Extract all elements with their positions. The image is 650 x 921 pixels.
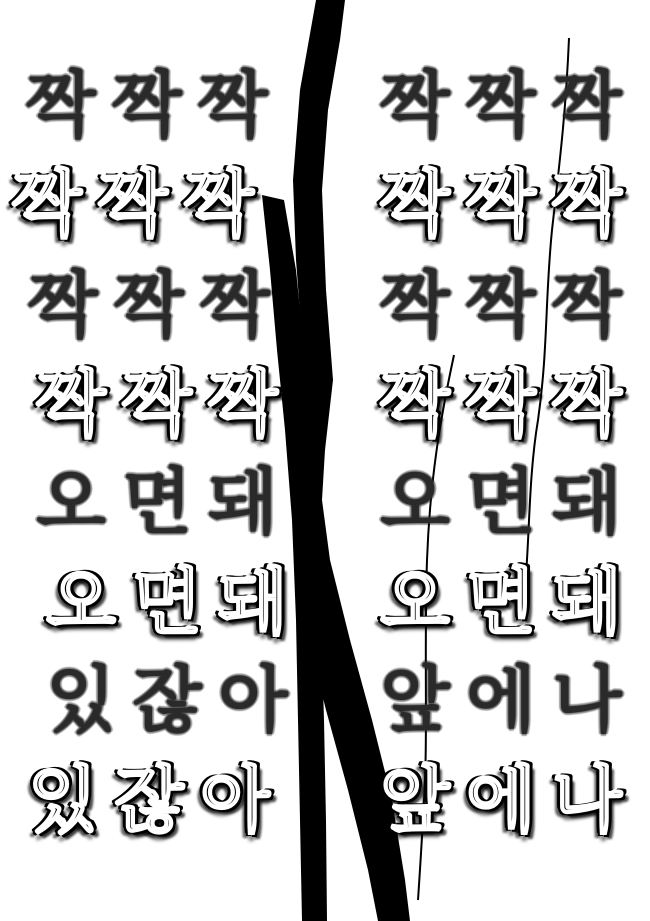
right-line-5 bbox=[372, 454, 630, 550]
glyph: 에 bbox=[466, 758, 536, 842]
right-line-4 bbox=[372, 356, 630, 452]
right-line-3 bbox=[372, 257, 630, 353]
glyph: 짝 bbox=[198, 63, 268, 147]
glyph: 짝 bbox=[380, 162, 450, 246]
glyph: 짝 bbox=[466, 263, 536, 347]
left-line-2 bbox=[4, 156, 262, 252]
glyph: 짝 bbox=[26, 63, 96, 147]
glyph: 있 bbox=[28, 758, 98, 842]
glyph: 오 bbox=[380, 460, 450, 544]
glyph: 돼 bbox=[218, 560, 288, 644]
glyph: 짝 bbox=[200, 263, 270, 347]
right-line-2 bbox=[372, 156, 630, 252]
glyph: 짝 bbox=[208, 362, 278, 446]
glyph: 짝 bbox=[552, 63, 622, 147]
glyph: 나 bbox=[552, 758, 622, 842]
glyph: 짝 bbox=[28, 263, 98, 347]
glyph: 짝 bbox=[380, 362, 450, 446]
left-line-7 bbox=[38, 652, 296, 748]
right-line-7 bbox=[372, 652, 630, 748]
glyph: 짝 bbox=[122, 362, 192, 446]
glyph: 면 bbox=[466, 460, 536, 544]
right-line-1 bbox=[372, 57, 630, 153]
right-line-6 bbox=[372, 554, 630, 650]
glyph: 앞 bbox=[380, 758, 450, 842]
glyph: 돼 bbox=[552, 460, 622, 544]
glyph: 있 bbox=[46, 658, 116, 742]
glyph: 오 bbox=[380, 560, 450, 644]
left-line-8 bbox=[20, 752, 278, 848]
glyph: 짝 bbox=[552, 162, 622, 246]
glyph: 돼 bbox=[208, 460, 278, 544]
glyph: 짝 bbox=[466, 63, 536, 147]
glyph: 짝 bbox=[98, 162, 168, 246]
glyph: 잖 bbox=[114, 758, 184, 842]
left-line-6 bbox=[38, 554, 296, 650]
glyph: 짝 bbox=[184, 162, 254, 246]
glyph: 짝 bbox=[380, 63, 450, 147]
right-line-8 bbox=[372, 752, 630, 848]
glyph: 짝 bbox=[380, 263, 450, 347]
glyph: 짝 bbox=[112, 63, 182, 147]
glyph: 짝 bbox=[466, 362, 536, 446]
glyph: 오 bbox=[46, 560, 116, 644]
left-line-4 bbox=[28, 356, 286, 452]
glyph: 면 bbox=[132, 560, 202, 644]
glyph: 면 bbox=[466, 560, 536, 644]
left-line-1 bbox=[18, 57, 276, 153]
glyph: 면 bbox=[122, 460, 192, 544]
glyph: 오 bbox=[36, 460, 106, 544]
glyph: 돼 bbox=[552, 560, 622, 644]
glyph: 짝 bbox=[552, 362, 622, 446]
glyph: 아 bbox=[218, 658, 288, 742]
glyph: 잖 bbox=[132, 658, 202, 742]
glyph: 짝 bbox=[552, 263, 622, 347]
glyph: 짝 bbox=[36, 362, 106, 446]
glyph: 아 bbox=[200, 758, 270, 842]
glyph: 짝 bbox=[114, 263, 184, 347]
glyph: 에 bbox=[466, 658, 536, 742]
glyph: 짝 bbox=[12, 162, 82, 246]
glyph: 나 bbox=[552, 658, 622, 742]
left-line-5 bbox=[28, 454, 286, 550]
glyph: 짝 bbox=[466, 162, 536, 246]
glyph: 앞 bbox=[380, 658, 450, 742]
left-line-3 bbox=[20, 257, 278, 353]
